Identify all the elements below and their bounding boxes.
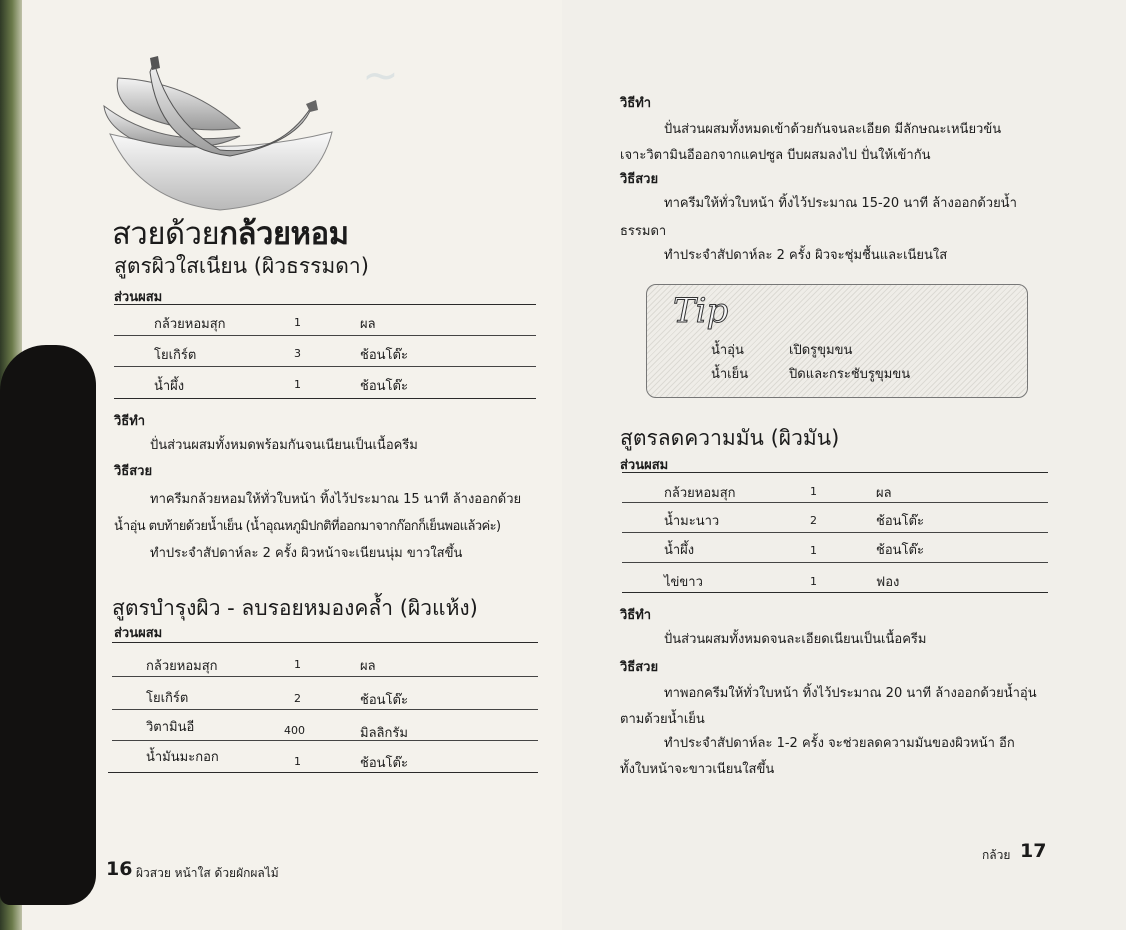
recipe3-usage-line1: ทาพอกครีมให้ทั่วใบหน้า ทิ้งไว้ประมาณ 20 นาที ล้างออกด้วยน้ำอุ่น (664, 686, 1037, 701)
ingredient-unit: ผล (360, 317, 376, 332)
ingredient-unit: ช้อนโต๊ะ (876, 543, 924, 558)
tip-text: เปิดรูขุมขน (789, 343, 853, 358)
recipe2-usage-line2: ธรรมดา (620, 224, 667, 239)
ingredient-name: โยเกิร์ต (146, 691, 189, 706)
divider (622, 562, 1048, 563)
divider (622, 592, 1048, 593)
ingredient-name: กล้วยหอมสุก (154, 317, 226, 332)
ingredient-name: กล้วยหอมสุก (664, 486, 736, 501)
ingredient-unit: มิลลิกรัม (360, 726, 408, 741)
left-page (22, 0, 563, 930)
divider (622, 532, 1048, 533)
divider (112, 740, 538, 741)
recipe2-usage-line1: ทาครีมให้ทั่วใบหน้า ทิ้งไว้ประมาณ 15-20 นาที ล้างออกด้วยน้ำ (664, 196, 1017, 211)
ingredient-name: ไข่ขาว (664, 575, 703, 590)
tip-heading: Tip (673, 291, 729, 331)
recipe3-usage-line4: ทั้งใบหน้าจะขาวเนียนใสขึ้น (620, 762, 775, 777)
ingredient-unit: ช้อนโต๊ะ (360, 756, 408, 771)
recipe3-method-text: ปั่นส่วนผสมทั้งหมดจนละเอียดเนียนเป็นเนื้อครีม (664, 632, 927, 647)
ingredient-qty: 3 (294, 347, 301, 360)
recipe3-usage-label: วิธีสวย (620, 660, 659, 675)
ingredient-unit: ผล (876, 486, 892, 501)
recipe3-method-label: วิธีทำ (620, 608, 652, 623)
recipe1-usage-line2: น้ำอุ่น ตบท้ายด้วยน้ำเย็น (น้ำอุณหภูมิปกติที่ออกมาจากก๊อกก็เย็นพอแล้วค่ะ) (114, 519, 501, 534)
ingredient-name: โยเกิร์ต (154, 348, 197, 363)
ingredient-name: วิตามินอี (146, 720, 195, 735)
divider (622, 472, 1048, 473)
ingredient-qty: 1 (810, 485, 817, 498)
ingredient-unit: ช้อนโต๊ะ (360, 348, 408, 363)
recipe1-ingredients-label: ส่วนผสม (114, 290, 163, 305)
divider (114, 304, 536, 305)
tip-label: น้ำอุ่น (711, 343, 744, 358)
ingredient-unit: ผล (360, 659, 376, 674)
recipe2-title: สูตรบำรุงผิว - ลบรอยหมองคล้ำ (ผิวแห้ง) (112, 596, 478, 620)
recipe2-method-label: วิธีทำ (620, 96, 652, 111)
right-page (562, 0, 1126, 930)
ingredient-qty: 2 (810, 514, 817, 527)
ingredient-name: น้ำมันมะกอก (146, 750, 219, 765)
page-number: 16 (106, 858, 133, 880)
ingredient-qty: 1 (294, 658, 301, 671)
recipe3-usage-line3: ทำประจำสัปดาห์ละ 1-2 ครั้ง จะช่วยลดความมันของผิวหน้า อีก (664, 736, 1015, 751)
divider (114, 398, 536, 399)
page-title: สวยด้วยกล้วยหอม (112, 216, 349, 252)
ingredient-name: น้ำผึ้ง (664, 543, 695, 558)
ingredient-unit: ช้อนโต๊ะ (360, 379, 408, 394)
divider (108, 772, 538, 773)
recipe1-title: สูตรผิวใสเนียน (ผิวธรรมดา) (114, 254, 369, 278)
thumb-holding-book (0, 345, 96, 905)
recipe1-usage-line3: ทำประจำสัปดาห์ละ 2 ครั้ง ผิวหน้าจะเนียนนุ่ม ขาวใสขึ้น (150, 546, 463, 561)
ingredient-unit: ช้อนโต๊ะ (876, 514, 924, 529)
ingredient-name: น้ำผึ้ง (154, 379, 185, 394)
divider (112, 642, 538, 643)
running-footer: ผิวสวย หน้าใส ด้วยผักผลไม้ (136, 866, 279, 880)
ingredient-qty: 2 (294, 692, 301, 705)
recipe1-usage-line1: ทาครีมกล้วยหอมให้ทั่วใบหน้า ทิ้งไว้ประมาณ 15 นาที ล้างออกด้วย (150, 492, 522, 507)
recipe2-usage-line3: ทำประจำสัปดาห์ละ 2 ครั้ง ผิวจะชุ่มชื้นและเนียนใส (664, 248, 948, 263)
ingredient-qty: 1 (810, 575, 817, 588)
recipe1-method-label: วิธีทำ (114, 414, 146, 429)
ingredient-name: น้ำมะนาว (664, 514, 720, 529)
recipe3-usage-line2: ตามด้วยน้ำเย็น (620, 712, 705, 727)
recipe2-method-line2: เจาะวิตามินอีออกจากแคปซูล บีบผสมลงไป ปั่นให้เข้ากัน (620, 148, 931, 163)
divider (112, 676, 538, 677)
ingredient-qty: 1 (810, 544, 817, 557)
recipe2-usage-label: วิธีสวย (620, 172, 659, 187)
ingredient-unit: ช้อนโต๊ะ (360, 693, 408, 708)
recipe2-ingredients-label: ส่วนผสม (114, 626, 163, 641)
ingredient-unit: ฟอง (876, 575, 900, 590)
banana-bowl-illustration (100, 52, 360, 212)
running-footer: กล้วย (982, 848, 1011, 862)
tip-label: น้ำเย็น (711, 367, 749, 382)
ingredient-qty: 1 (294, 378, 301, 391)
ingredient-qty: 1 (294, 755, 301, 768)
tip-text: ปิดและกระชับรูขุมขน (789, 367, 911, 382)
ingredient-qty: 400 (284, 724, 305, 737)
recipe1-method-text: ปั่นส่วนผสมทั้งหมดพร้อมกันจนเนียนเป็นเนื้อครีม (150, 438, 418, 453)
divider (622, 502, 1048, 503)
divider (114, 366, 536, 367)
divider (112, 709, 538, 710)
page-number: 17 (1020, 840, 1047, 862)
divider (114, 335, 536, 336)
recipe3-title: สูตรลดความมัน (ผิวมัน) (620, 426, 840, 450)
ingredient-name: กล้วยหอมสุก (146, 659, 218, 674)
recipe3-ingredients-label: ส่วนผสม (620, 458, 669, 473)
ingredient-qty: 1 (294, 316, 301, 329)
recipe2-method-line1: ปั่นส่วนผสมทั้งหมดเข้าด้วยกันจนละเอียด มีลักษณะเหนียวข้น (664, 122, 1002, 137)
faded-watermark: ~ (362, 50, 399, 101)
recipe1-usage-label: วิธีสวย (114, 464, 153, 479)
tip-box (646, 284, 1028, 398)
